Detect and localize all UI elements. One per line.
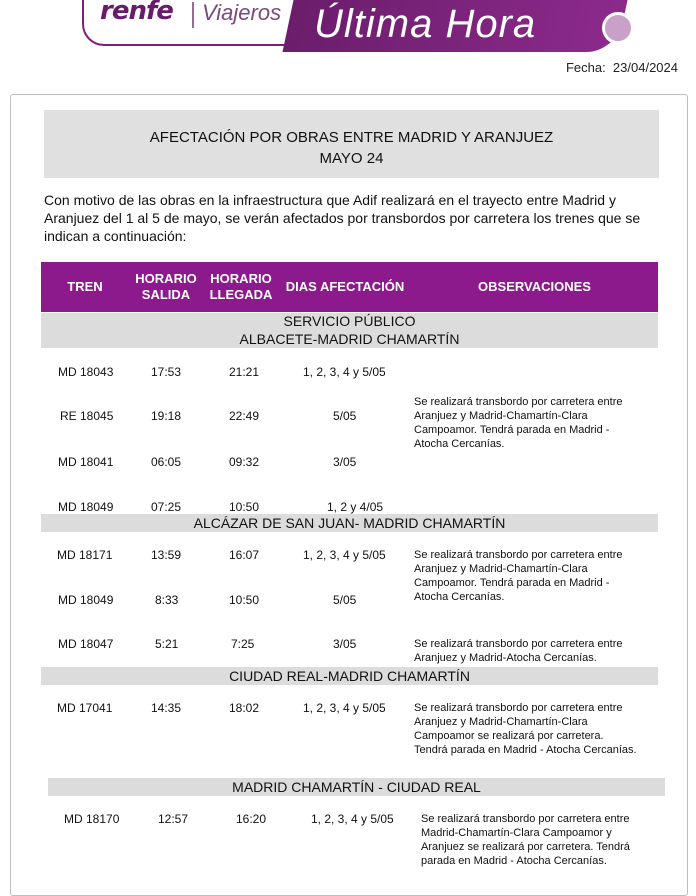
cell-tren: MD 18049 [58, 500, 114, 514]
col-observaciones: OBSERVACIONES [478, 279, 591, 294]
cell-dias: 3/05 [333, 455, 357, 469]
cell-salida: 06:05 [151, 455, 182, 469]
cell-salida: 19:18 [151, 409, 182, 423]
cell-llegada: 16:20 [236, 812, 267, 826]
brand-name: renfe [100, 0, 173, 26]
intro-line: Con motivo de las obras en la infraestructura que Adif realizará en el trayecto entre Madrid y [44, 192, 616, 208]
cell-dias: 5/05 [333, 593, 357, 607]
clock-icon [602, 12, 634, 44]
banner-title: Última Hora [314, 2, 537, 46]
cell-tren: MD 18171 [57, 548, 113, 562]
cell-llegada: 7:25 [231, 637, 255, 651]
notice-subtitle: MAYO 24 [319, 150, 384, 167]
cell-llegada: 18:02 [229, 701, 260, 715]
date-value: 23/04/2024 [612, 60, 678, 75]
obs-line: Campoamor. Tendrá parada en Madrid - [414, 577, 610, 589]
obs-line: Aranjuez y Madrid-Chamartín-Clara [414, 410, 588, 422]
cell-llegada: 21:21 [229, 365, 260, 379]
cell-dias: 1, 2 y 4/05 [327, 500, 384, 514]
cell-observaciones [414, 701, 674, 757]
intro-line: indican a continuación: [44, 228, 187, 244]
section-alcazar: ALCÁZAR DE SAN JUAN- MADRID CHAMARTÍN [41, 514, 658, 532]
obs-line: Aranjuez y Madrid-Chamartín-Clara [414, 716, 588, 728]
section-albacete: ALBACETE-MADRID CHAMARTÍN [41, 330, 658, 348]
col-salida [129, 262, 203, 312]
cell-observaciones [414, 637, 664, 665]
cell-salida: 12:57 [158, 812, 189, 826]
cell-observaciones [414, 395, 664, 451]
obs-line: Se realizará transbordo por carretera entre [414, 638, 623, 650]
cell-dias: 1, 2, 3, 4 y 5/05 [303, 548, 386, 562]
obs-line: Aranjuez se realizará por carretera. Tendrá [421, 841, 630, 853]
table-header [41, 262, 658, 312]
cell-salida: 14:35 [151, 701, 182, 715]
logo-divider [192, 2, 194, 28]
obs-line: Tendrá parada en Madrid - Atocha Cercanías. [414, 744, 637, 756]
col-tren: TREN [67, 279, 103, 294]
cell-observaciones [421, 812, 671, 868]
col-salida-l1: HORARIO [135, 271, 197, 286]
obs-line: Se realizará transbordo por carretera entre [421, 813, 630, 825]
cell-salida: 5:21 [155, 637, 179, 651]
servicio-publico-bar: SERVICIO PÚBLICO [41, 313, 658, 330]
cell-dias: 5/05 [333, 409, 357, 423]
col-llegada-l1: HORARIO [210, 271, 272, 286]
cell-salida: 8:33 [155, 593, 179, 607]
col-dias: DIAS AFECTACIÓN [285, 279, 405, 294]
cell-tren: MD 18043 [58, 365, 114, 379]
cell-dias: 1, 2, 3, 4 y 5/05 [303, 365, 386, 379]
notice-intro [44, 191, 659, 245]
obs-line: Campoamor. Tendrá parada en Madrid - [414, 424, 610, 436]
cell-tren: MD 18049 [58, 593, 114, 607]
cell-dias: 1, 2, 3, 4 y 5/05 [311, 812, 394, 826]
cell-llegada: 16:07 [229, 548, 260, 562]
date-label: Fecha: [565, 60, 606, 75]
obs-line: parada en Madrid - Atocha Cercanías. [421, 855, 607, 867]
notice-title: AFECTACIÓN POR OBRAS ENTRE MADRID Y ARANJUEZ [149, 129, 554, 146]
section-ciudad-real: CIUDAD REAL-MADRID CHAMARTÍN [41, 667, 658, 685]
cell-salida: 17:53 [151, 365, 182, 379]
cell-llegada: 09:32 [229, 455, 260, 469]
cell-llegada: 10:50 [229, 593, 260, 607]
cell-tren: MD 17041 [57, 701, 113, 715]
col-llegada-l2: LLEGADA [209, 287, 273, 302]
col-llegada [203, 262, 279, 312]
obs-line: Aranjuez y Madrid-Atocha Cercanías. [414, 652, 597, 664]
cell-tren: MD 18041 [58, 455, 114, 469]
cell-dias: 3/05 [333, 637, 357, 651]
renfe-logo [82, 0, 622, 52]
cell-observaciones [414, 548, 664, 604]
obs-line: Aranjuez y Madrid-Chamartín-Clara [414, 563, 588, 575]
date-line [566, 60, 678, 75]
brand-sub: Viajeros [202, 0, 282, 25]
obs-line: Se realizará transbordo por carretera entre [414, 702, 623, 714]
obs-line: Atocha Cercanías. [414, 438, 505, 450]
cell-tren: MD 18047 [58, 637, 114, 651]
logo-left-panel [82, 0, 306, 46]
obs-line: Se realizará transbordo por carretera entre [414, 549, 623, 561]
obs-line: Campoamor se realizará por carretera. [414, 730, 604, 742]
obs-line: Atocha Cercanías. [414, 591, 505, 603]
cell-salida: 07:25 [151, 500, 182, 514]
obs-line: Madrid-Chamartín-Clara Campoamor y [421, 827, 612, 839]
col-salida-l2: SALIDA [141, 287, 191, 302]
cell-llegada: 22:49 [229, 409, 260, 423]
cell-tren: MD 18170 [64, 812, 120, 826]
cell-tren: RE 18045 [60, 409, 114, 423]
cell-dias: 1, 2, 3, 4 y 5/05 [303, 701, 386, 715]
section-chamartin-ciudad-real: MADRID CHAMARTÍN - CIUDAD REAL [48, 778, 665, 796]
intro-line: Aranjuez del 1 al 5 de mayo, se verán afectados por transbordos por carretera los trenes que se [44, 210, 641, 226]
cell-llegada: 10:50 [229, 500, 260, 514]
cell-salida: 13:59 [151, 548, 182, 562]
obs-line: Se realizará transbordo por carretera entre [414, 396, 623, 408]
notice-title-box [44, 110, 659, 178]
